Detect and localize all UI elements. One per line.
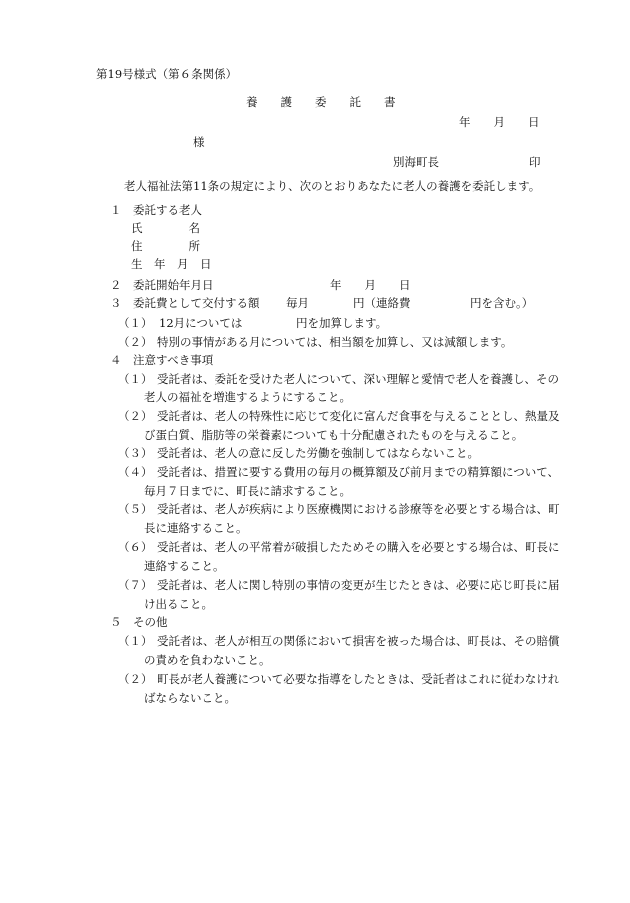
section4-item6-num: （６） bbox=[118, 540, 153, 554]
section3-monthly: 毎月 bbox=[286, 296, 309, 310]
section3-item2-num: （２） bbox=[118, 335, 153, 349]
section4-item2-line1: 受託者は、老人の特殊性に応じて変化に富んだ食事を与えることとし、熱量及 bbox=[157, 409, 560, 423]
document-title: 養 護 委 託 書 bbox=[246, 95, 396, 109]
section4-item6-line1: 受託者は、老人の平常着が破損したためその購入を必要とする場合は、町長に bbox=[157, 540, 560, 554]
field-address: 住 所 bbox=[131, 239, 200, 253]
intro-text: 老人福祉法第11条の規定により、次のとおりあなたに老人の養護を委託します。 bbox=[124, 179, 541, 193]
section3-item2-text: 特別の事情がある月については、相当額を加算し、又は減額します。 bbox=[157, 335, 513, 349]
issuer-name: 別海町長 bbox=[393, 155, 439, 169]
section4-item5-line2: 長に連絡すること。 bbox=[144, 521, 248, 535]
section5-item2-line2: ばならないこと。 bbox=[144, 691, 236, 705]
field-birthdate: 生 年 月 日 bbox=[131, 257, 212, 271]
section3-item1-text-a: 12月については bbox=[159, 316, 243, 330]
seal-mark: 印 bbox=[529, 155, 541, 169]
section5-heading: ５ その他 bbox=[110, 615, 168, 629]
section4-item2-num: （２） bbox=[118, 409, 153, 423]
section3-yen-contact: 円（連絡費 bbox=[353, 296, 411, 310]
section3-yen-included: 円を含む。） bbox=[470, 296, 534, 310]
section5-item1-line1: 受託者は、老人が相互の関係において損害を被った場合は、町長は、その賠償 bbox=[157, 634, 560, 648]
section5-item1-num: （１） bbox=[118, 634, 153, 648]
section2-heading: ２ 委託開始年月日 bbox=[110, 278, 214, 292]
section4-item6-line2: 連絡すること。 bbox=[144, 559, 225, 573]
section4-item7-num: （７） bbox=[118, 578, 153, 592]
section5-item2-line1: 町長が老人養護について必要な指導をしたときは、受託者はこれに従わなけれ bbox=[157, 672, 560, 686]
section4-item4-line1: 受託者は、措置に要する費用の毎月の概算額及び前月までの精算額について、 bbox=[157, 465, 560, 479]
section4-item5-line1: 受託者は、老人が疾病により医療機関における診療等を必要とする場合は、町 bbox=[157, 502, 560, 516]
section4-item1-line2: 老人の福祉を増進するようにすること。 bbox=[144, 390, 351, 404]
section4-item4-line2: 毎月７日までに、町長に請求すること。 bbox=[144, 484, 351, 498]
field-name: 氏 名 bbox=[131, 221, 200, 235]
section4-item2-line2: び蛋白質、脂肪等の栄養素についても十分配慮されたものを与えること。 bbox=[144, 428, 524, 442]
section4-item7-line2: け出ること。 bbox=[144, 597, 213, 611]
section4-item4-num: （４） bbox=[118, 465, 153, 479]
section1-heading: １ 委託する老人 bbox=[110, 203, 202, 217]
section4-item3-num: （３） bbox=[118, 446, 153, 460]
section4-item7-line1: 受託者は、老人に関し特別の事情の変更が生じたときは、必要に応じ町長に届 bbox=[157, 578, 560, 592]
form-number: 第19号様式（第６条関係） bbox=[96, 67, 238, 81]
section5-item2-num: （２） bbox=[118, 672, 153, 686]
section4-item5-num: （５） bbox=[118, 502, 153, 516]
addressee-suffix: 様 bbox=[193, 135, 205, 149]
issue-date: 年 月 日 bbox=[459, 115, 540, 129]
section3-item1-num: （１） bbox=[118, 316, 153, 330]
section4-item1-line1: 受託者は、委託を受けた老人について、深い理解と愛情で老人を養護し、その bbox=[157, 372, 560, 386]
section2-date: 年 月 日 bbox=[330, 278, 411, 292]
section3-heading: ３ 委託費として交付する額 bbox=[110, 296, 260, 310]
section5-item1-line2: の責めを負わないこと。 bbox=[144, 653, 271, 667]
section4-item1-num: （１） bbox=[118, 372, 153, 386]
section4-item3-line1: 受託者は、老人の意に反した労働を強制してはならないこと。 bbox=[157, 446, 479, 460]
section3-item1-text-b: 円を加算します。 bbox=[296, 316, 388, 330]
section4-heading: ４ 注意すべき事項 bbox=[110, 353, 214, 367]
